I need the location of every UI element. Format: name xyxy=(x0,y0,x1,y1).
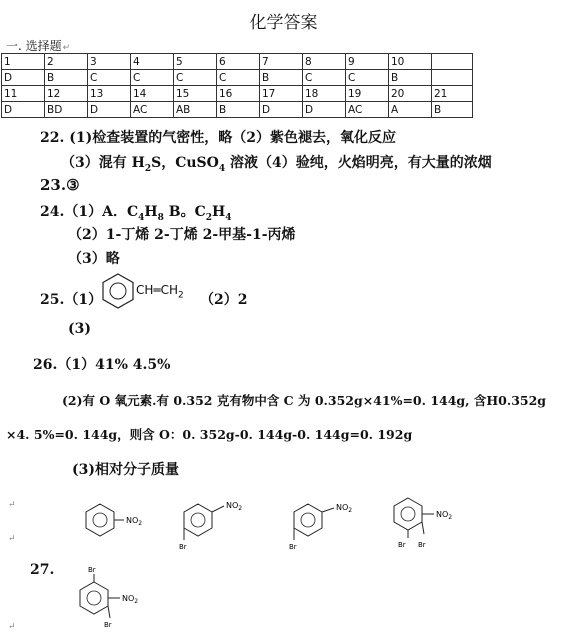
table-cell: D xyxy=(2,102,45,118)
table-cell: 13 xyxy=(88,86,131,102)
table-cell: D xyxy=(303,102,346,118)
no2-label: NO xyxy=(126,516,139,525)
table-cell: 1 xyxy=(2,54,45,70)
table-cell: C xyxy=(303,70,346,86)
table-cell: AC xyxy=(346,102,389,118)
table-cell: 4 xyxy=(131,54,174,70)
q27-label: 27. xyxy=(30,562,55,578)
table-cell: C xyxy=(131,70,174,86)
svg-text:NO2 xyxy=(226,501,242,512)
page-title: 化学答案 xyxy=(249,13,318,33)
paragraph-mark: ↵ xyxy=(8,534,16,544)
table-cell: 11 xyxy=(2,86,45,102)
q22-line1: 22. (1)检查装置的气密性，略（2）紫色褪去，氧化反应 xyxy=(40,130,396,146)
table-cell: 19 xyxy=(346,86,389,102)
table-cell: 18 xyxy=(303,86,346,102)
no2-subscript: 2 xyxy=(134,598,139,605)
table-cell xyxy=(432,54,473,70)
q23-answer: 23.③ xyxy=(40,176,80,194)
q25-line2: (3) xyxy=(68,321,91,337)
no2-subscript: 2 xyxy=(238,505,243,512)
q25-benzene-ring xyxy=(100,273,140,309)
br-label: Br xyxy=(289,543,297,551)
table-cell: C xyxy=(174,70,217,86)
table-row-numbers xyxy=(2,54,473,70)
table-row-answers xyxy=(2,102,473,118)
q26-line3: ×4. 5%=0. 144g，则含 O：0. 352g-0. 144g-0. 144g=0. 192g xyxy=(6,427,413,442)
table-cell: B xyxy=(260,70,303,86)
no2-label: NO xyxy=(336,503,349,512)
paragraph-mark: ↵ xyxy=(8,500,16,510)
table-cell: 21 xyxy=(432,86,473,102)
svg-text:NO2 xyxy=(336,503,352,514)
no2-subscript: 2 xyxy=(348,507,353,514)
table-cell: B xyxy=(432,102,473,118)
structure-dibromonitrobenzene-2 xyxy=(76,562,176,634)
br-label: Br xyxy=(179,543,187,551)
br-label: Br xyxy=(88,566,96,574)
paragraph-mark: ↵ xyxy=(8,622,16,632)
table-row-answers xyxy=(2,70,473,86)
no2-label: NO xyxy=(226,501,239,510)
q26-line2: (2)有 O 氧元素.有 0.352 克有物中含 C 为 0.352g×41%=0. 144g, 含H0.352g xyxy=(62,393,547,408)
table-cell: D xyxy=(260,102,303,118)
table-row-numbers xyxy=(2,86,473,102)
no2-label: NO xyxy=(122,594,135,603)
table-cell: B xyxy=(45,70,88,86)
q25-prefix: 25.（1） xyxy=(40,292,103,308)
br-label: Br xyxy=(104,621,112,629)
table-cell: C xyxy=(88,70,131,86)
table-cell: B xyxy=(217,102,260,118)
table-cell: C xyxy=(346,70,389,86)
section-heading: 一. 选择题↵ xyxy=(6,39,71,53)
q24-line2: （2）1-丁烯 2-丁烯 2-甲基-1-丙烯 xyxy=(68,227,296,243)
no2-subscript: 2 xyxy=(138,520,143,527)
q25-vinyl-formula: $CH═CH_2$ xyxy=(136,283,184,301)
table-cell: 10 xyxy=(389,54,432,70)
table-cell: 14 xyxy=(131,86,174,102)
table-cell: AB xyxy=(174,102,217,118)
br-label: Br xyxy=(418,541,426,549)
q25-suffix: （2）2 xyxy=(200,292,248,308)
table-cell: D xyxy=(88,102,131,118)
answer-table xyxy=(1,53,473,118)
svg-text:NO2 xyxy=(122,594,138,605)
structure-dibromonitrobenzene-1 xyxy=(386,490,476,552)
table-cell: 20 xyxy=(389,86,432,102)
table-cell: AC xyxy=(131,102,174,118)
table-cell: B xyxy=(389,70,432,86)
table-cell: C xyxy=(217,70,260,86)
structure-bromonitrobenzene-2 xyxy=(286,496,376,556)
table-cell: 9 xyxy=(346,54,389,70)
table-cell: 8 xyxy=(303,54,346,70)
table-cell: 5 xyxy=(174,54,217,70)
table-cell: D xyxy=(2,70,45,86)
q26-line4: (3)相对分子质量 xyxy=(72,462,179,478)
structure-bromonitrobenzene-1 xyxy=(176,496,266,556)
table-cell: 2 xyxy=(45,54,88,70)
table-cell xyxy=(432,70,473,86)
q26-line1: 26.（1）41% 4.5% xyxy=(33,357,171,373)
table-cell: BD xyxy=(45,102,88,118)
table-cell: 7 xyxy=(260,54,303,70)
no2-label: NO xyxy=(436,510,449,519)
q22-line2: （3）混有 $H_2S$，CuSO$_4$ 溶液（4）验纯，火焰明亮，有大量的浓烟 xyxy=(61,155,492,174)
svg-text:NO2 xyxy=(436,510,452,521)
table-cell: 6 xyxy=(217,54,260,70)
table-cell: 17 xyxy=(260,86,303,102)
table-cell: 16 xyxy=(217,86,260,102)
br-label: Br xyxy=(398,541,406,549)
q24-line1: 24.（1）A．$C_4H_8$ B。$C_2H_4$ xyxy=(40,204,232,223)
table-cell: A xyxy=(389,102,432,118)
table-cell: 15 xyxy=(174,86,217,102)
table-cell: 12 xyxy=(45,86,88,102)
q24-line3: （3）略 xyxy=(68,251,120,267)
table-cell: 3 xyxy=(88,54,131,70)
structure-nitrobenzene xyxy=(80,496,170,546)
no2-subscript: 2 xyxy=(448,514,453,521)
svg-text:NO2 xyxy=(126,516,142,527)
